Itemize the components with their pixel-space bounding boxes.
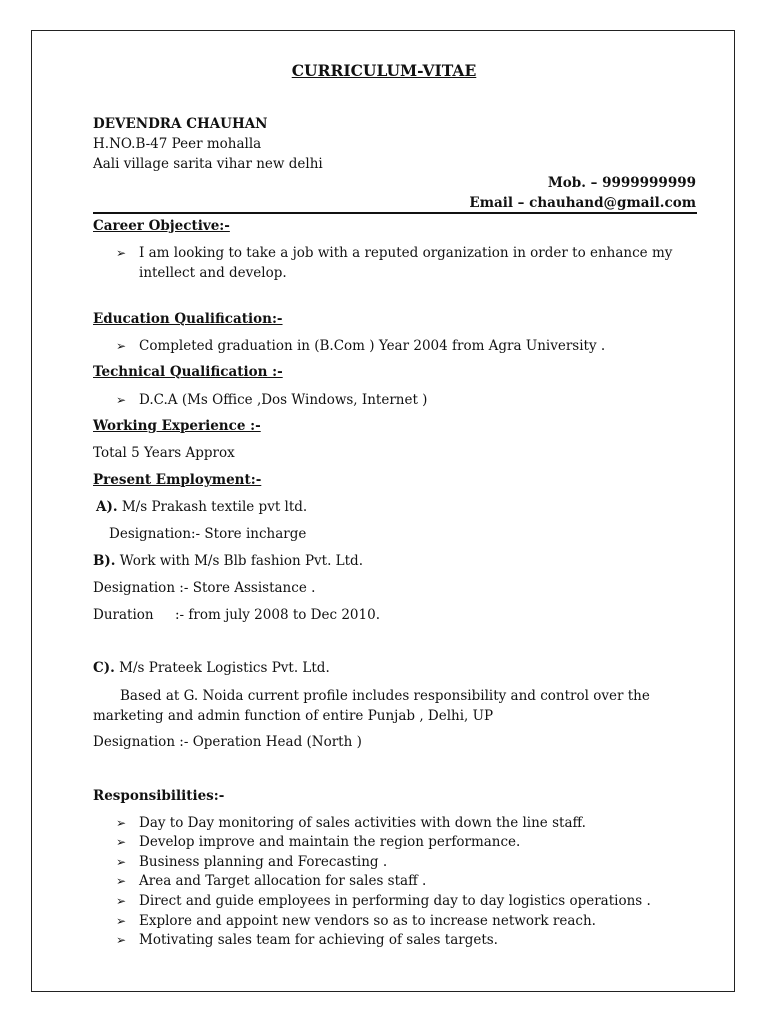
education-item: Completed graduation in (B.Com ) Year 2004 from Agra University . bbox=[139, 338, 606, 354]
employer-c-marker: C). bbox=[93, 660, 115, 676]
employer-b-duration-label: Duration bbox=[93, 607, 154, 623]
employer-b-duration-value: :- from july 2008 to Dec 2010. bbox=[175, 607, 380, 623]
employer-c bbox=[93, 658, 330, 678]
career-objective-heading: Career Objective:- bbox=[93, 218, 230, 234]
bullet-icon: ➢ bbox=[116, 339, 127, 353]
employer-b-designation: Designation :- Store Assistance . bbox=[93, 580, 316, 596]
employer-c-company: M/s Prateek Logistics Pvt. Ltd. bbox=[119, 660, 330, 676]
mobile-number: Mob. – 9999999999 bbox=[547, 175, 696, 191]
responsibility-item: Direct and guide employees in performing day to day logistics operations . bbox=[139, 893, 651, 909]
employer-c-description: Based at G. Noida current profile includes responsibility and control over the marketing and admin function of entire Punjab , Delhi, UP bbox=[93, 688, 650, 724]
employer-a-designation: Designation:- Store incharge bbox=[109, 526, 307, 542]
bullet-icon: ➢ bbox=[116, 816, 127, 830]
bullet-icon: ➢ bbox=[116, 874, 127, 888]
bullet-icon: ➢ bbox=[116, 894, 127, 908]
technical-heading: Technical Qualification :- bbox=[93, 364, 283, 380]
email-address: Email – chauhand@gmail.com bbox=[469, 195, 696, 211]
address-line-1: H.NO.B-47 Peer mohalla bbox=[93, 136, 262, 152]
experience-total: Total 5 Years Approx bbox=[93, 445, 235, 461]
document-title: CURRICULUM-VITAE bbox=[291, 61, 477, 80]
bullet-icon: ➢ bbox=[116, 835, 127, 849]
responsibility-item: Develop improve and maintain the region performance. bbox=[139, 834, 521, 850]
employer-c-description-block bbox=[93, 686, 693, 726]
bullet-icon: ➢ bbox=[116, 393, 127, 407]
responsibility-item: Business planning and Forecasting . bbox=[139, 854, 388, 870]
responsibility-item: Motivating sales team for achieving of sales targets. bbox=[139, 932, 498, 948]
employer-b-company: Work with M/s Blb fashion Pvt. Ltd. bbox=[119, 553, 363, 569]
bullet-icon: ➢ bbox=[116, 855, 127, 869]
employer-a-company: M/s Prakash textile pvt ltd. bbox=[121, 499, 308, 515]
header-divider bbox=[93, 212, 697, 214]
technical-item: D.C.A (Ms Office ,Dos Windows, Internet ) bbox=[139, 392, 428, 408]
employer-b bbox=[93, 551, 363, 571]
employer-a-marker: A). bbox=[96, 499, 118, 515]
candidate-name: DEVENDRA CHAUHAN bbox=[93, 116, 268, 132]
experience-heading: Working Experience :- bbox=[93, 418, 261, 434]
responsibility-item: Explore and appoint new vendors so as to increase network reach. bbox=[139, 913, 596, 929]
present-employment-heading: Present Employment:- bbox=[93, 472, 262, 488]
bullet-icon: ➢ bbox=[116, 246, 127, 260]
career-objective-text: I am looking to take a job with a reputed organization in order to enhance my intellect and develop. bbox=[139, 245, 673, 281]
employer-b-marker: B). bbox=[93, 553, 116, 569]
bullet-icon: ➢ bbox=[116, 933, 127, 947]
education-heading: Education Qualification:- bbox=[93, 311, 283, 327]
responsibility-item: Area and Target allocation for sales staff . bbox=[139, 873, 427, 889]
responsibilities-heading: Responsibilities:- bbox=[93, 788, 225, 804]
responsibility-item: Day to Day monitoring of sales activities with down the line staff. bbox=[139, 815, 586, 831]
employer-c-designation: Designation :- Operation Head (North ) bbox=[93, 734, 362, 750]
employer-a bbox=[96, 497, 307, 517]
bullet-icon: ➢ bbox=[116, 914, 127, 928]
address-line-2: Aali village sarita vihar new delhi bbox=[93, 156, 323, 172]
